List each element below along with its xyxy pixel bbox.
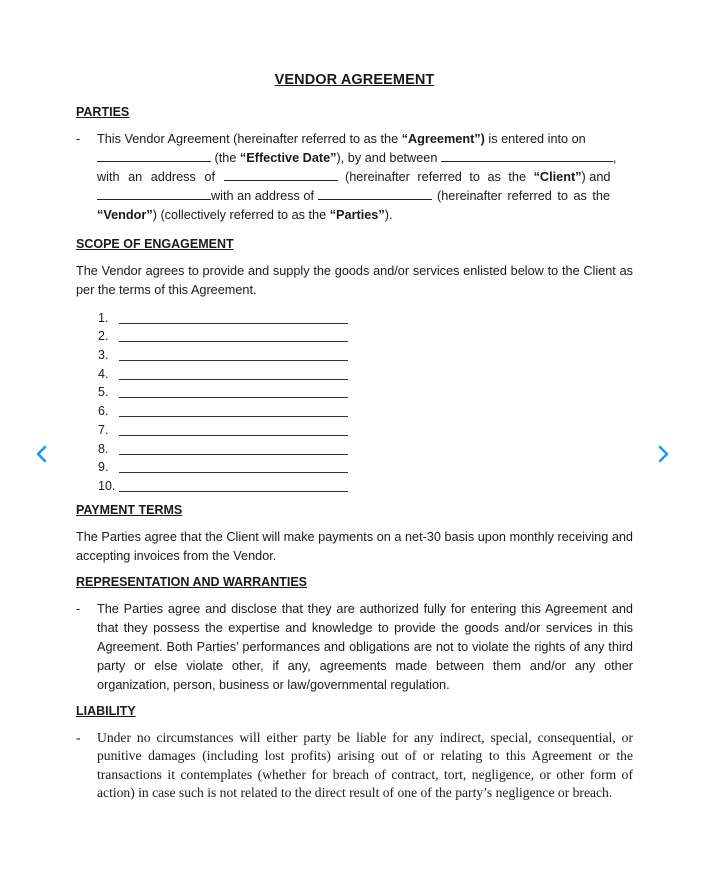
vendor-address-blank[interactable] (318, 187, 432, 200)
item-blank[interactable] (119, 310, 348, 324)
list-item: 8. (98, 437, 633, 456)
list-item: 3. (98, 343, 633, 362)
list-item: 4. (98, 362, 633, 381)
list-item: 1. (98, 306, 633, 325)
representation-paragraph: - The Parties agree and disclose that they are authorized fully for entering this Agreement and that they possess the expertise and knowledge to provide the goods and/or services in this Agreement. Both Parties’ performances and obligations are not to violate the rights of any third party or else violate other, if any, agreements made between them and/or any other organization, person, business or law/governmental regulation. (76, 601, 633, 692)
item-blank[interactable] (119, 478, 348, 492)
section-heading-liability: LIABILITY (76, 703, 136, 718)
list-item: 5. (98, 381, 633, 400)
item-blank[interactable] (119, 328, 348, 342)
list-item: 6. (98, 399, 633, 418)
scope-paragraph: The Vendor agrees to provide and supply the goods and/or services enlisted below to the Client as per the terms of this Agreement. (76, 264, 633, 297)
agreement-term: “Agreement”) (401, 132, 485, 146)
bullet-dash: - (76, 601, 81, 616)
section-heading-representation: REPRESENTATION AND WARRANTIES (76, 574, 308, 589)
previous-page-button[interactable] (31, 443, 53, 465)
document-title: VENDOR AGREEMENT (274, 72, 435, 88)
section-heading-parties: PARTIES (76, 105, 130, 119)
section-heading-payment: PAYMENT TERMS (76, 502, 183, 517)
section-heading-scope: SCOPE OF ENGAGEMENT (76, 237, 234, 251)
client-name-blank[interactable] (441, 149, 613, 162)
item-blank[interactable] (119, 347, 348, 361)
payment-paragraph: The Parties agree that the Client will make payments on a net-30 basis upon monthly receiving and accepting invoices from the Vendor. (76, 529, 633, 563)
bullet-dash: - (76, 729, 81, 745)
chevron-left-icon (31, 443, 53, 465)
item-blank[interactable] (119, 366, 348, 380)
list-item: 9. (98, 456, 633, 475)
effective-date-term: “Effective Date” (239, 151, 337, 165)
item-blank[interactable] (119, 422, 348, 436)
list-item: 7. (98, 418, 633, 437)
item-blank[interactable] (119, 441, 348, 455)
parties-paragraph: - This Vendor Agreement (hereinafter referred to as the “Agreement”) is entered into on (the “Effective Date”), by and between , with an address of (hereinafter referred to as the “Client”) and with an address of (hereinafter referred to as the “Vendor”) (collectively referred to as the “Parties”). (76, 132, 617, 222)
vendor-term: “Vendor” (97, 208, 153, 222)
item-blank[interactable] (119, 384, 348, 398)
chevron-right-icon (652, 443, 674, 465)
next-page-button[interactable] (652, 443, 674, 465)
vendor-name-blank[interactable] (97, 187, 211, 200)
effective-date-blank[interactable] (97, 149, 211, 162)
bullet-dash: - (76, 132, 81, 146)
item-blank[interactable] (119, 459, 348, 473)
parties-term: “Parties” (329, 208, 385, 222)
list-item: 10. (98, 474, 633, 493)
scope-items-list (76, 306, 633, 493)
liability-paragraph: - Under no circumstances will either party be liable for any indirect, special, consequential, or punitive damages (including lost profits) arising out of or relating to this Agreement or the transactions it contemplates (whether for breach of contract, tort, negligence, or other form of action) in case such is not related to the direct result of one of the party’s negligence or breach. (76, 729, 633, 801)
document-page (76, 68, 633, 803)
list-item: 2. (98, 325, 633, 344)
client-address-blank[interactable] (224, 168, 338, 181)
item-blank[interactable] (119, 403, 348, 417)
client-term: “Client” (533, 170, 582, 184)
